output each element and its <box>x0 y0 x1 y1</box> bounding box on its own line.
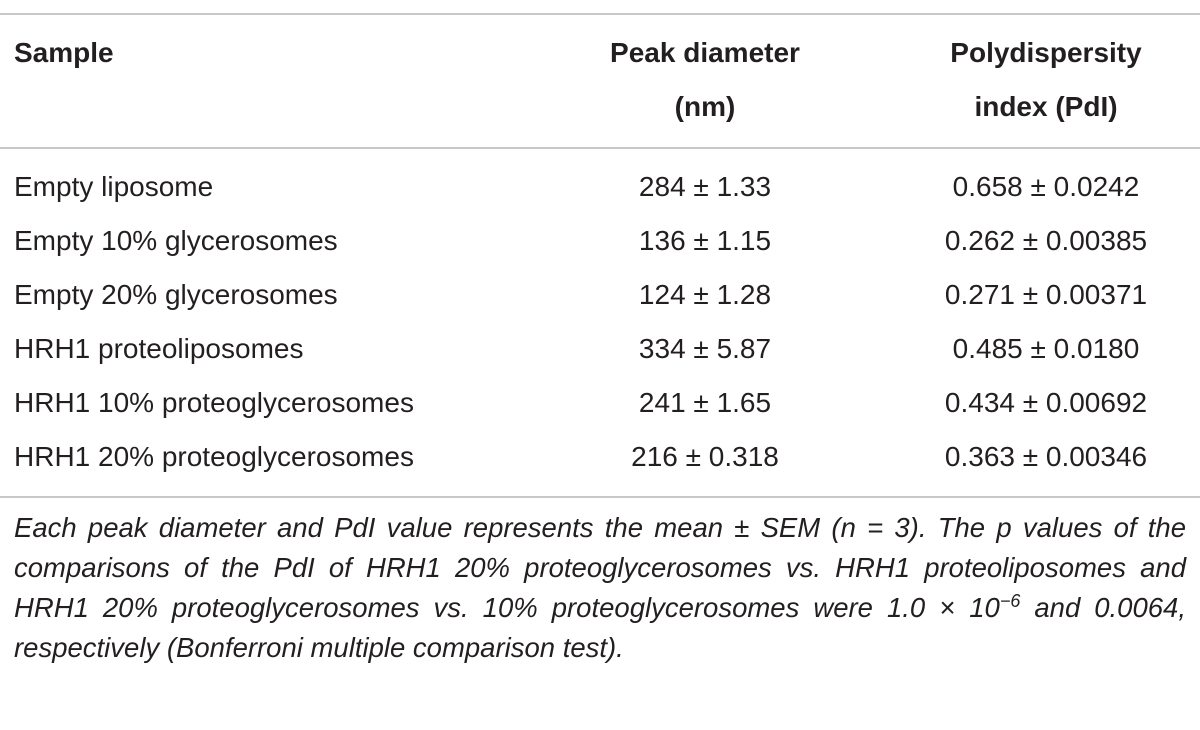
cell-pdi: 0.262 ± 0.00385 <box>944 225 1148 256</box>
footnote-text-end: and 0.0064, respectively (Bonferroni multiple comparison test). <box>14 592 1186 663</box>
cell-pdi: 0.363 ± 0.00346 <box>944 441 1148 472</box>
table-row <box>0 214 1200 268</box>
cell-peak-diameter: 334 ± 5.87 <box>638 333 772 364</box>
header-peak-diameter <box>560 26 850 134</box>
cell-peak-diameter: 136 ± 1.15 <box>638 225 772 256</box>
table-row <box>0 322 1200 376</box>
cell-sample: Empty 10% glycerosomes <box>14 225 338 256</box>
cell-pdi: 0.271 ± 0.00371 <box>944 279 1148 310</box>
cell-pdi: 0.658 ± 0.0242 <box>952 171 1140 202</box>
cell-peak-diameter: 284 ± 1.33 <box>638 171 772 202</box>
header-sample <box>14 26 114 80</box>
table-row <box>0 160 1200 214</box>
header-peak-line2: (nm) <box>674 91 736 122</box>
cell-sample: Empty liposome <box>14 171 214 202</box>
table-body <box>0 160 1200 484</box>
header-polydispersity-index <box>896 26 1196 134</box>
table-header-rule <box>0 147 1200 149</box>
header-peak-line1: Peak diameter <box>610 37 800 68</box>
table-row <box>0 430 1200 484</box>
table-top-rule <box>0 13 1200 15</box>
footnote-text: Each peak diameter and PdI value represents the mean ± SEM (n = 3). The p values of the comparisons of the PdI of HRH1 20% proteoglycerosomes vs. HRH1 proteoliposomes and HRH1 20% proteoglycerosomes vs. 10% proteoglycerosomes were 1.0 × 10 <box>14 512 1186 623</box>
footnote-exponent: −6 <box>999 590 1021 611</box>
header-pdi-line2: index (PdI) <box>974 91 1118 122</box>
table-footnote <box>14 508 1186 668</box>
cell-sample: HRH1 20% proteoglycerosomes <box>14 441 414 472</box>
cell-peak-diameter: 216 ± 0.318 <box>631 441 779 472</box>
cell-peak-diameter: 241 ± 1.65 <box>638 387 772 418</box>
header-pdi-line1: Polydispersity <box>950 37 1142 68</box>
table-row <box>0 376 1200 430</box>
table-bottom-rule <box>0 496 1200 498</box>
cell-sample: HRH1 proteoliposomes <box>14 333 304 364</box>
cell-peak-diameter: 124 ± 1.28 <box>638 279 772 310</box>
table-row <box>0 268 1200 322</box>
cell-pdi: 0.485 ± 0.0180 <box>952 333 1140 364</box>
cell-sample: Empty 20% glycerosomes <box>14 279 338 310</box>
cell-pdi: 0.434 ± 0.00692 <box>944 387 1148 418</box>
cell-sample: HRH1 10% proteoglycerosomes <box>14 387 414 418</box>
header-sample-label: Sample <box>14 37 114 68</box>
